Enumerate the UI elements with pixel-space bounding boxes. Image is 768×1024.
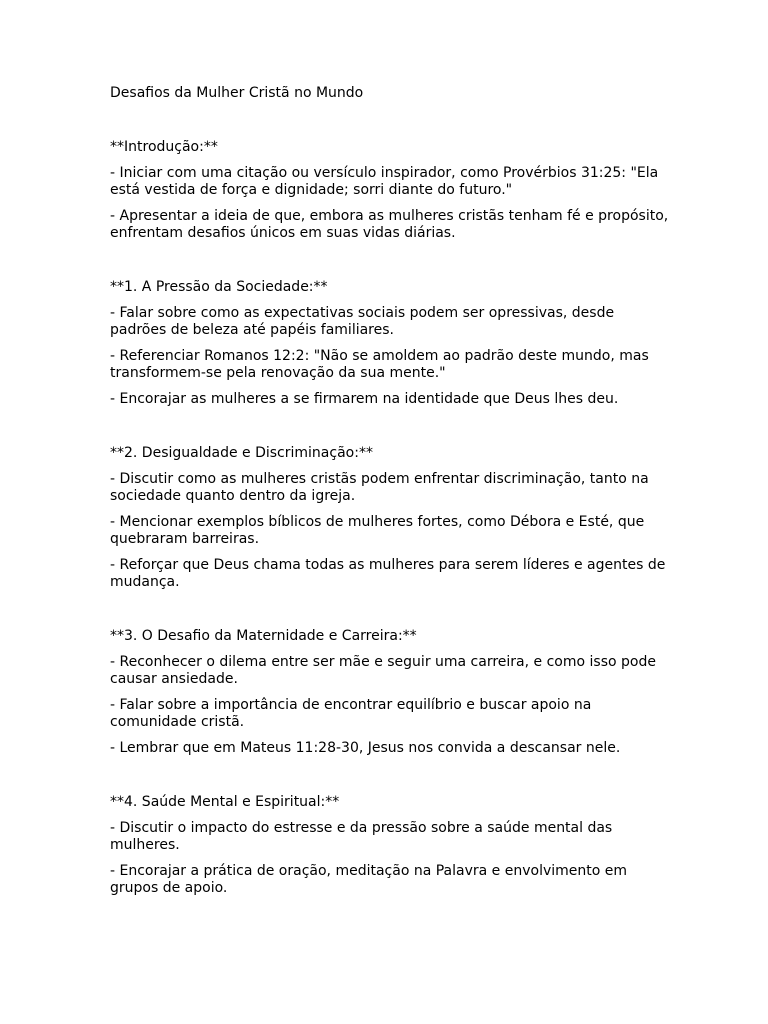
list-item: - Mencionar exemplos bíblicos de mulheres fortes, como Débora e Esté, que quebraram barreiras. [110, 514, 645, 547]
list-item: - Falar sobre como as expectativas sociais podem ser opressivas, desde padrões de beleza até papéis familiares. [110, 305, 615, 338]
list-item: - Discutir o impacto do estresse e da pressão sobre a saúde mental das mulheres. [110, 820, 613, 853]
document-title: Desafios da Mulher Cristã no Mundo [110, 85, 364, 101]
list-item: - Encorajar a prática de oração, meditação na Palavra e envolvimento em grupos de apoio. [110, 863, 628, 896]
section-introduction [110, 139, 670, 242]
list-item: - Discutir como as mulheres cristãs podem enfrentar discriminação, tanto na sociedade quanto dentro da igreja. [110, 471, 649, 504]
list-item: - Lembrar que em Mateus 11:28-30, Jesus nos convida a descansar nele. [110, 740, 621, 756]
section-heading: **2. Desigualdade e Discriminação:** [110, 445, 373, 461]
section-pressao-sociedade [110, 279, 670, 408]
section-heading: **1. A Pressão da Sociedade:** [110, 279, 328, 295]
section-heading: **4. Saúde Mental e Espiritual:** [110, 794, 340, 810]
list-item: - Referenciar Romanos 12:2: "Não se amoldem ao padrão deste mundo, mas transformem-se pela renovação da sua mente." [110, 348, 649, 381]
list-item: - Apresentar a ideia de que, embora as mulheres cristãs tenham fé e propósito, enfrentam desafios únicos em suas vidas diárias. [110, 208, 669, 241]
section-desigualdade [110, 445, 670, 591]
document-body [110, 85, 670, 906]
section-saude-mental [110, 794, 670, 897]
section-maternidade-carreira [110, 628, 670, 757]
list-item: - Falar sobre a importância de encontrar equilíbrio e buscar apoio na comunidade cristã. [110, 697, 592, 730]
section-heading: **Introdução:** [110, 139, 218, 155]
list-item: - Iniciar com uma citação ou versículo inspirador, como Provérbios 31:25: "Ela está vestida de força e dignidade; sorri diante do futuro." [110, 165, 659, 198]
section-heading: **3. O Desafio da Maternidade e Carreira:** [110, 628, 417, 644]
list-item: - Reforçar que Deus chama todas as mulheres para serem líderes e agentes de mudança. [110, 557, 666, 590]
list-item: - Reconhecer o dilema entre ser mãe e seguir uma carreira, e como isso pode causar ansiedade. [110, 654, 656, 687]
list-item: - Encorajar as mulheres a se firmarem na identidade que Deus lhes deu. [110, 391, 619, 407]
